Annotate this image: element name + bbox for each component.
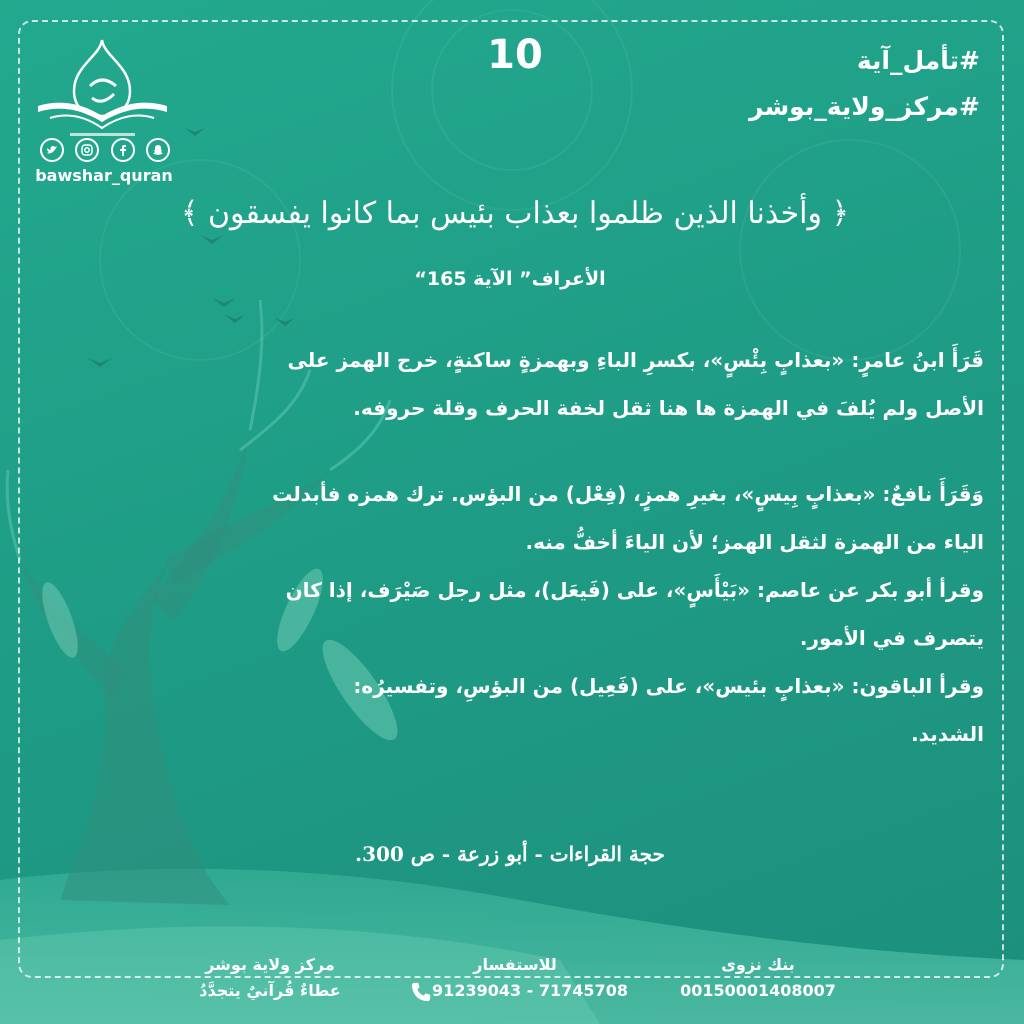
hashtag-reflect-verse: #تأمل_آية: [856, 46, 980, 75]
body-line: وقرأ أبو بكر عن عاصم: «بَيْأَسٍ»، على (فَيعَل)، مثل رجل صَيْرَف، إذا كان: [285, 578, 984, 602]
footer-contact: [395, 952, 635, 1004]
body-line: وقرأ الباقون: «بعذابٍ بئيس»، على (فَعِيل) من البؤسِ، وتفسيرُه:: [353, 674, 984, 698]
verse-reference: الأعراف” الآية 165“: [414, 268, 606, 290]
quran-verse: ﴿ وأخذنا الذين ظلموا بعذاب بئيس بما كانوا يفسقون ﴾: [180, 196, 850, 231]
quran-book-dome-logo: [30, 36, 175, 146]
body-line: وَقَرَأَ نافعٌ: «بعذابٍ بِيسٍ»، بغيرِ همزٍ، (فِعْل) من البؤس. ترك همزه فأبدلت: [272, 482, 984, 506]
bank-account: 00150001408007: [680, 981, 836, 1000]
social-icons: [40, 138, 170, 162]
footer-bank: [668, 952, 848, 1004]
hashtag-center-bawshar: #مركز_ولاية_بوشر: [749, 92, 980, 121]
bank-name: بنك نزوى: [721, 955, 795, 974]
hashtags: [749, 38, 980, 130]
instagram-icon[interactable]: [75, 138, 99, 162]
body-line: الأصل ولم يُلفَ في الهمزة ها هنا ثقل لخفة الحرف وقلة حروفه.: [353, 396, 984, 420]
facebook-icon[interactable]: [111, 138, 135, 162]
contact-phones[interactable]: 91239043 - 71745708: [432, 981, 628, 1000]
footer-center-info: [170, 952, 370, 1004]
contact-title: للاستفسار: [473, 955, 557, 974]
tafsir-body: [272, 336, 984, 758]
post-number: 10: [487, 32, 543, 78]
center-name: مركز ولاية بوشر: [205, 955, 335, 974]
account-handle: bawshar_quran: [35, 166, 173, 185]
body-line: قَرَأَ ابنُ عامرٍ: «بعذابٍ بِئْسٍ»، بكسرِ الباءِ وبهمزةٍ ساكنةٍ، خرج الهمز على: [287, 348, 984, 372]
phone-icon: [410, 981, 432, 1003]
twitter-icon[interactable]: [40, 138, 64, 162]
body-line: الياء من الهمزة لثقل الهمز؛ لأن الياءَ أخفُّ منه.: [525, 530, 984, 554]
body-line: الشديد.: [911, 722, 984, 746]
center-slogan: عطاءٌ قُرآنيٌ يتجدَّدُ: [199, 981, 341, 1000]
body-line: يتصرف في الأمور.: [799, 626, 984, 650]
snapchat-icon[interactable]: [146, 138, 170, 162]
source-citation: حجة القراءات - أبو زرعة - ص 300.: [355, 842, 665, 866]
